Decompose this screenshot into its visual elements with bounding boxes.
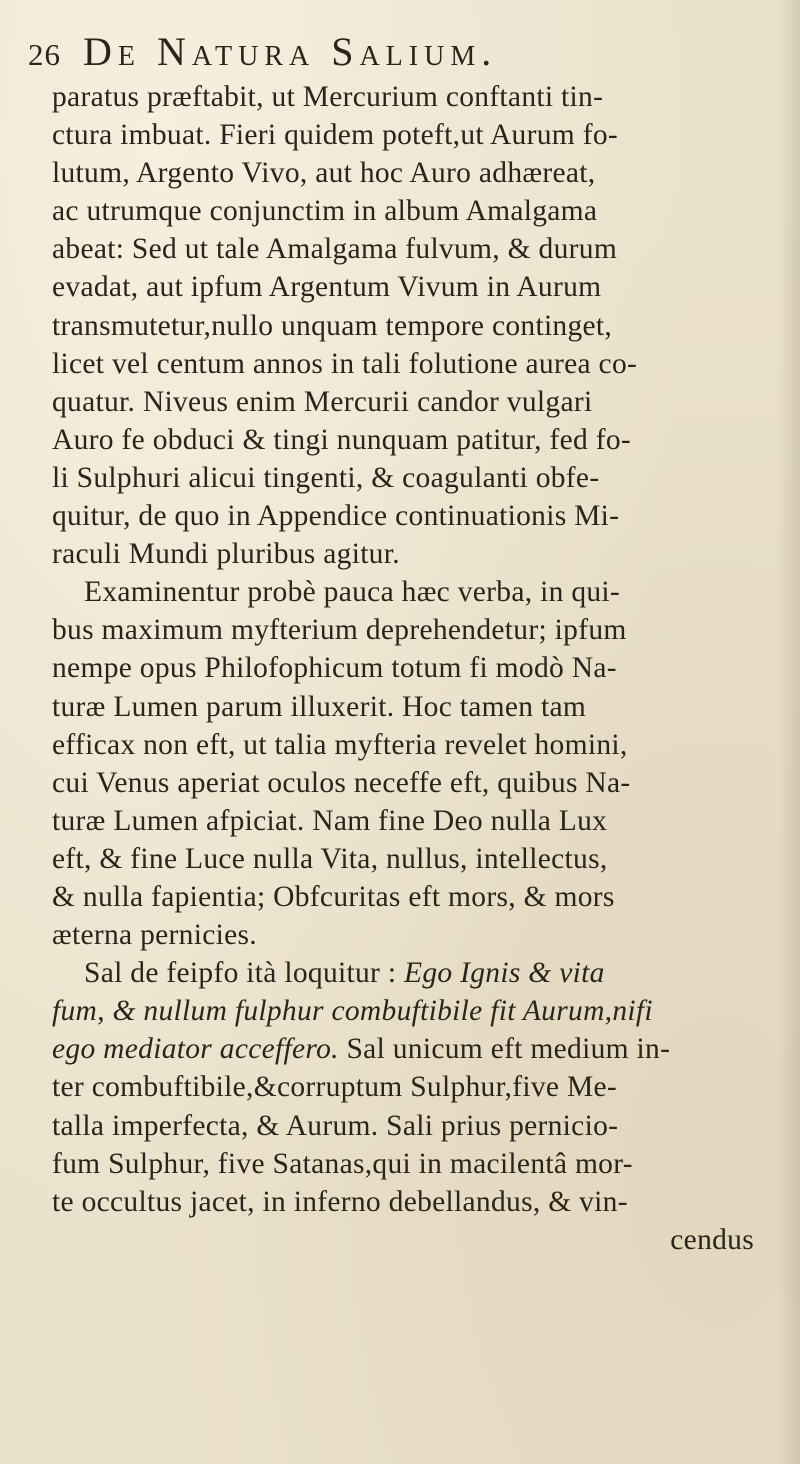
line-text: ter combuftibile,&corruptum Sulphur,five Me- <box>52 1071 618 1104</box>
text-line <box>52 916 792 954</box>
text-line <box>52 764 792 802</box>
text-line <box>52 649 792 687</box>
line-text: Examinentur probè pauca hæc verba, in qui- <box>84 576 621 609</box>
line-text: abeat: Sed ut tale Amalgama fulvum, & durum <box>52 233 618 266</box>
line-text: & nulla fapientia; Obfcuritas eft mors, & mors <box>52 880 615 913</box>
text-line <box>52 535 792 573</box>
paragraph-start-line <box>52 573 792 611</box>
line-italic-text: fum, & nullum fulphur combuftibile fit Aurum,nifi <box>52 995 653 1028</box>
line-text: Auro fe obduci & tingi nunquam patitur, fed fo- <box>52 423 632 456</box>
text-line <box>52 116 792 154</box>
line-text: bus maximum myfterium deprehendetur; ipfum <box>52 614 627 647</box>
text-line <box>52 154 792 192</box>
text-line <box>52 421 792 459</box>
text-line <box>52 992 792 1030</box>
line-text: cui Venus aperiat oculos neceffe eft, quibus Na- <box>52 766 631 799</box>
text-line <box>52 840 792 878</box>
line-text: turæ Lumen parum illuxerit. Hoc tamen tam <box>52 690 587 723</box>
text-line <box>52 383 792 421</box>
text-line <box>52 1068 792 1106</box>
line-text: ac utrumque conjunctim in album Amalgama <box>52 195 598 228</box>
line-italic-tail: Ego Ignis & vita <box>396 957 605 990</box>
line-text: efficax non eft, ut talia myfteria revelet homini, <box>52 728 628 761</box>
text-line <box>52 307 792 345</box>
text-line <box>52 78 792 116</box>
text-line <box>52 497 792 535</box>
text-line <box>52 268 792 306</box>
catchword: cendus <box>670 1223 754 1256</box>
text-line <box>52 878 792 916</box>
line-text: raculi Mundi pluribus agitur. <box>52 538 400 571</box>
text-line <box>52 1183 792 1221</box>
line-text: fum Sulphur, five Satanas,qui in macilentâ mor- <box>52 1147 633 1180</box>
line-text: æterna pernicies. <box>52 919 257 952</box>
running-title: De Natura Salium. <box>83 29 498 74</box>
text-line <box>52 1107 792 1145</box>
text-line <box>52 459 792 497</box>
catchword-line <box>52 1221 792 1259</box>
text-line <box>52 230 792 268</box>
page-number: 26 <box>28 37 61 72</box>
line-text: nempe opus Philofophicum totum fi modò Na- <box>52 652 617 685</box>
body-text <box>52 78 792 1259</box>
text-line <box>52 802 792 840</box>
line-text: paratus præftabit, ut Mercurium conftanti tin- <box>52 81 604 113</box>
text-line <box>52 611 792 649</box>
text-line <box>52 345 792 383</box>
line-text: turæ Lumen afpiciat. Nam fine Deo nulla Lux <box>52 804 608 837</box>
text-line <box>52 192 792 230</box>
line-text: te occultus jacet, in inferno debellandus, & vin- <box>52 1185 628 1218</box>
text-line <box>52 1030 792 1068</box>
line-text: Sal de feipfo ità loquitur : <box>84 957 397 990</box>
line-text: ctura imbuat. Fieri quidem poteft,ut Aurum fo- <box>52 119 618 152</box>
page-header <box>28 28 497 76</box>
line-text: licet vel centum annos in tali folutione aurea co- <box>52 347 638 380</box>
line-text: transmutetur,nullo unquam tempore continget, <box>52 309 613 342</box>
line-text: eft, & fine Luce nulla Vita, nullus, intellectus, <box>52 842 608 875</box>
line-text: talla imperfecta, & Aurum. Sali prius pernicio- <box>52 1109 619 1142</box>
text-line <box>52 726 792 764</box>
line-text: quatur. Niveus enim Mercurii candor vulgari <box>52 385 593 418</box>
line-text: lutum, Argento Vivo, aut hoc Auro adhæreat, <box>52 157 596 190</box>
text-line <box>52 688 792 726</box>
line-italic-text: ego mediator acceffero. <box>52 1033 339 1066</box>
line-text: quitur, de quo in Appendice continuationis Mi- <box>52 500 620 533</box>
paragraph-start-line <box>52 954 792 992</box>
line-text: evadat, aut ipfum Argentum Vivum in Aurum <box>52 271 602 304</box>
line-text: li Sulphuri alicui tingenti, & coagulanti obfe- <box>52 461 600 494</box>
text-line <box>52 1145 792 1183</box>
line-tail: Sal unicum eft medium in- <box>338 1033 671 1066</box>
